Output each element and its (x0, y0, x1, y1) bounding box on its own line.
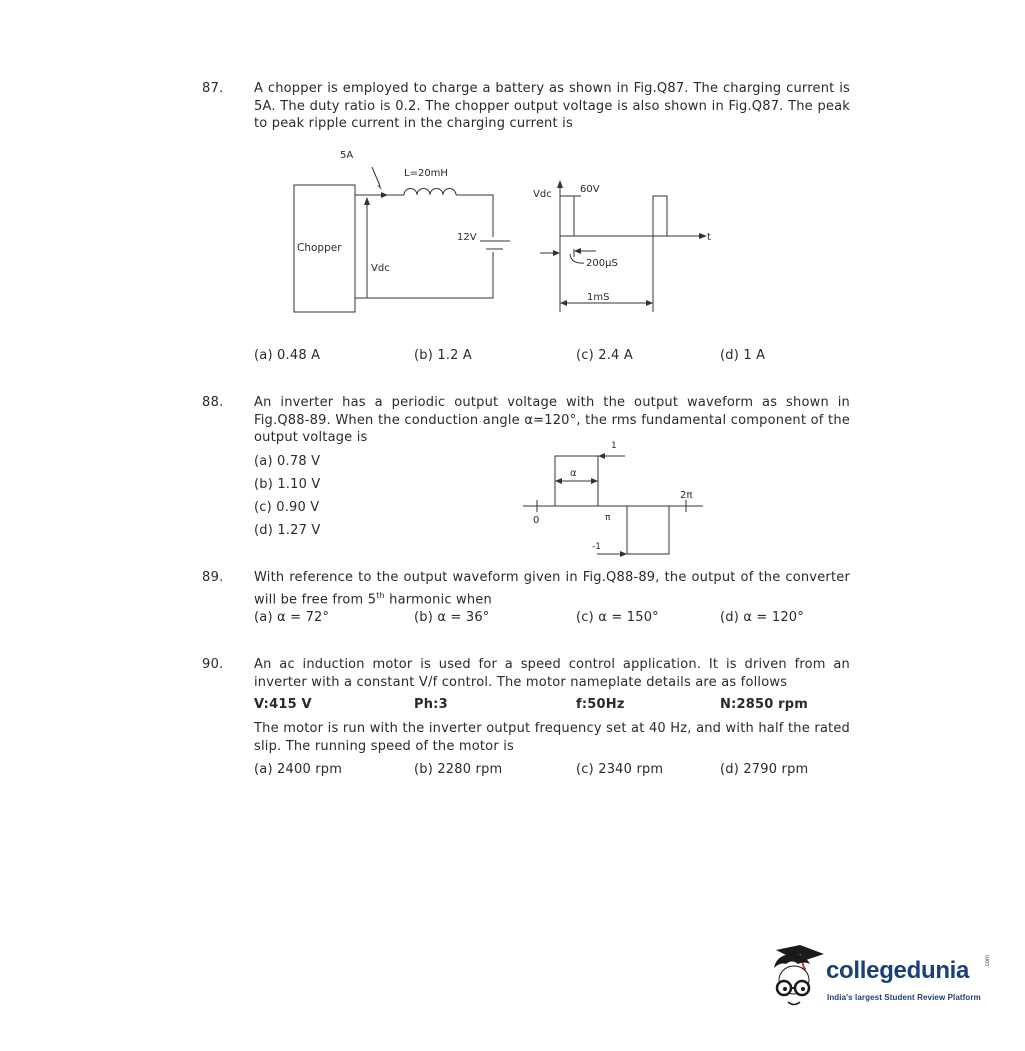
label-vdc-axis: Vdc (533, 189, 552, 200)
label-60v: 60V (580, 184, 600, 195)
label-pi: π (605, 513, 611, 523)
label-vdc-left: Vdc (371, 263, 390, 274)
q89-text-prefix: With reference to the output waveform given in Fig.Q88-89, the output of the converter will be free from 5 (254, 570, 850, 607)
option-88-c: (c) 0.90 V (254, 500, 320, 515)
label-inductor: L=20mH (404, 168, 448, 179)
option-87-d: (d) 1 A (720, 348, 766, 363)
question-text-88: An inverter has a periodic output voltage with the output waveform as shown in Fig.Q88-89. When the conduction angle α=120°, the rms fundamental component of the output voltage is (254, 395, 850, 445)
option-89-b: (b) α = 36° (414, 610, 490, 625)
option-87-b: (b) 1.2 A (414, 348, 473, 363)
logo-tagline: India's largest Student Review Platform (827, 993, 981, 1002)
level-minus1-arrowhead (620, 551, 627, 557)
question-text-89 (254, 569, 850, 608)
label-minus-one: -1 (592, 542, 601, 552)
label-5a: 5A (340, 150, 354, 161)
label-battery: 12V (457, 232, 477, 243)
label-2pi: 2π (680, 490, 693, 501)
option-89-c: (c) α = 150° (576, 610, 659, 625)
label-chopper: Chopper (297, 242, 342, 254)
option-90-d: (d) 2790 rpm (720, 762, 809, 777)
option-87-c: (c) 2.4 A (576, 348, 633, 363)
question-text-87: A chopper is employed to charge a battery as shown in Fig.Q87. The charging current is 5A. The duty ratio is 0.2. The chopper output voltage is also shown in Fig.Q87. The peak to peak ripple current in the charging current is (254, 81, 850, 131)
q89-superscript: th (376, 590, 385, 600)
option-88-b: (b) 1.10 V (254, 477, 321, 492)
nameplate-phase: Ph:3 (414, 697, 448, 712)
logo-wordmark: collegedunia (826, 957, 970, 984)
alpha-arrowhead-right (591, 478, 598, 484)
logo-com-suffix: .com (985, 954, 991, 968)
option-89-a: (a) α = 72° (254, 610, 330, 625)
q89-text-suffix: harmonic when (384, 591, 492, 607)
label-t: t (707, 232, 711, 243)
question-number-88: 88. (202, 395, 224, 410)
option-90-b: (b) 2280 rpm (414, 762, 503, 777)
logo-mascot-icon (768, 942, 828, 1012)
option-90-a: (a) 2400 rpm (254, 762, 343, 777)
alpha-arrowhead-left (555, 478, 562, 484)
question-number-87: 87. (202, 81, 224, 96)
level-1-arrowhead (598, 453, 605, 459)
nameplate-speed: N:2850 rpm (720, 697, 809, 712)
option-88-d: (d) 1.27 V (254, 523, 321, 538)
nameplate-frequency: f:50Hz (576, 697, 625, 712)
option-89-d: (d) α = 120° (720, 610, 804, 625)
label-alpha: α (570, 468, 577, 479)
label-200us: 200μS (586, 258, 618, 269)
label-1ms: 1mS (587, 292, 610, 303)
option-88-a: (a) 0.78 V (254, 454, 321, 469)
label-zero: 0 (533, 515, 540, 526)
question-text-90-part2: The motor is run with the inverter output frequency set at 40 Hz, and with half the rated slip. The running speed of the motor is (254, 721, 850, 754)
nameplate-voltage: V:415 V (254, 697, 312, 712)
option-87-a: (a) 0.48 A (254, 348, 321, 363)
question-number-89: 89. (202, 570, 224, 585)
label-one: 1 (611, 441, 617, 451)
option-90-c: (c) 2340 rpm (576, 762, 664, 777)
question-text-90: An ac induction motor is used for a speed control application. It is driven from an inverter with a constant V/f control. The motor nameplate details are as follows (254, 657, 850, 690)
question-number-90: 90. (202, 657, 224, 672)
